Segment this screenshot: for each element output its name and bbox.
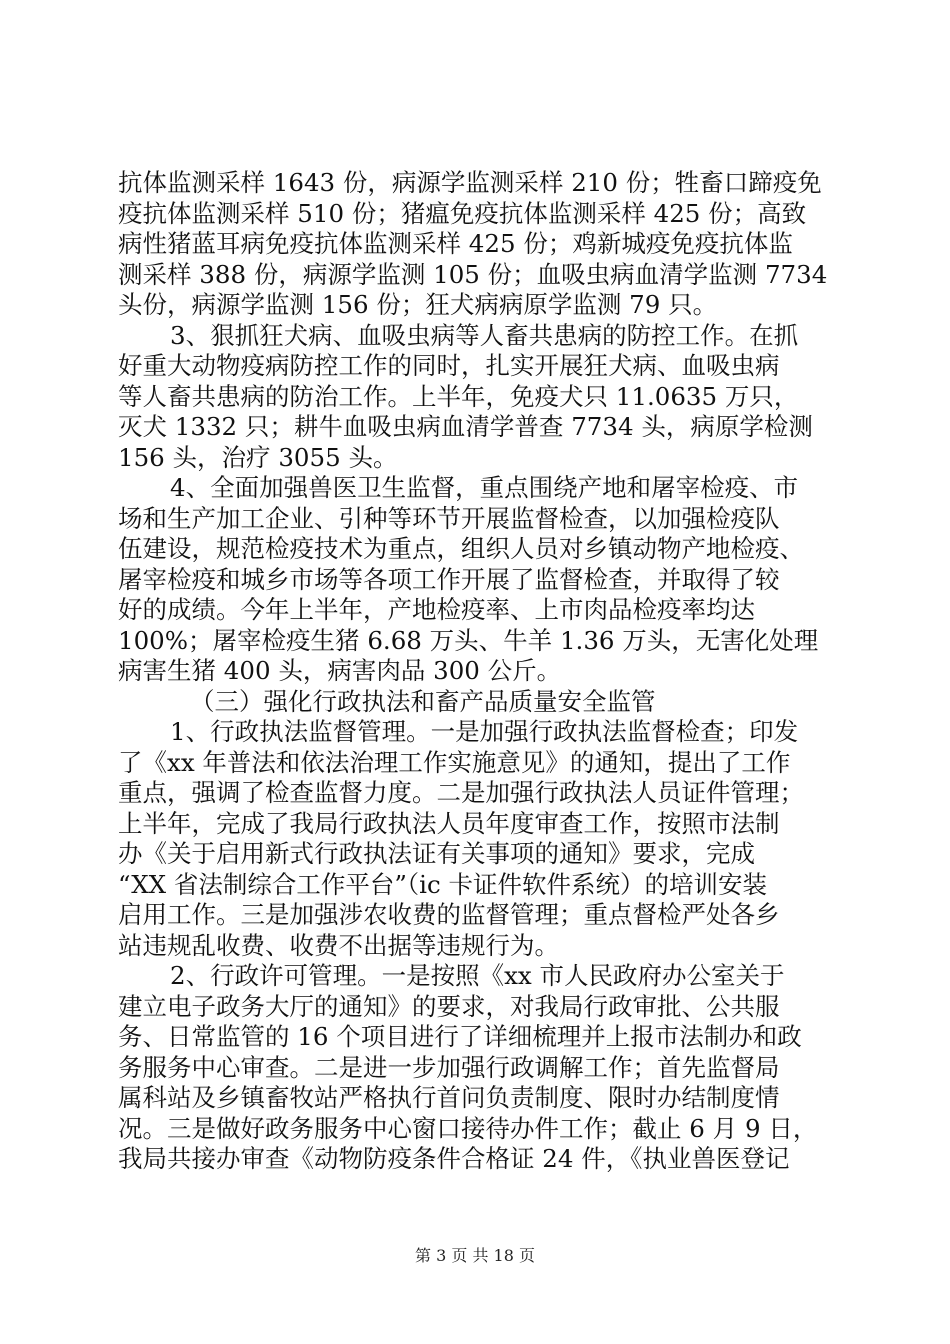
text-line: 头份，病源学监测 156 份；狂犬病病原学监测 79 只。 <box>118 290 718 319</box>
text-line: 属科站及乡镇畜牧站严格执行首问负责制度、限时办结制度情 <box>118 1083 780 1112</box>
text-line: 况。三是做好政务服务中心窗口接待办件工作；截止 6 月 9 日， <box>118 1113 818 1143</box>
paragraph-start-line: 4、全面加强兽医卫生监督，重点围绕产地和屠宰检疫、市 <box>170 473 799 502</box>
text-line: 好重大动物疫病防控工作的同时，扎实开展狂犬病、血吸虫病 <box>118 351 780 380</box>
text-line: 100%；屠宰检疫生猪 6.68 万头、牛羊 1.36 万头，无害化处理 <box>118 625 819 655</box>
text-line: 办《关于启用新式行政执法证有关事项的通知》要求，完成 <box>118 839 755 868</box>
paragraph-start-line: 3、狠抓狂犬病、血吸虫病等人畜共患病的防控工作。在抓 <box>170 320 799 350</box>
text-line: 场和生产加工企业、引种等环节开展监督检查，以加强检疫队 <box>118 503 780 533</box>
text-line: 站违规乱收费、收费不出据等违规行为。 <box>118 930 559 960</box>
text-line: 伍建设，规范检疫技术为重点，组织人员对乡镇动物产地检疫、 <box>118 534 804 563</box>
section-heading: （三）强化行政执法和畜产品质量安全监管 <box>190 686 656 716</box>
text-line: 启用工作。三是加强涉农收费的监督管理；重点督检严处各乡 <box>118 900 780 929</box>
text-line: 等人畜共患病的防治工作。上半年，免疫犬只 11.0635 万只， <box>118 381 799 411</box>
text-line: 我局共接办审查《动物防疫条件合格证 24 件，《执业兽医登记 <box>118 1144 790 1173</box>
text-line: 重点，强调了检查监督力度。二是加强行政执法人员证件管理； <box>118 778 804 807</box>
text-line: 了《xx 年普法和依法治理工作实施意见》的通知，提出了工作 <box>118 747 791 777</box>
text-line: 屠宰检疫和城乡市场等各项工作开展了监督检查，并取得了较 <box>118 564 780 594</box>
paragraph-start-line: 2、行政许可管理。一是按照《xx 市人民政府办公室关于 <box>170 961 785 990</box>
text-line: 务服务中心审查。二是进一步加强行政调解工作；首先监督局 <box>118 1052 780 1082</box>
text-line: 抗体监测采样 1643 份，病源学监测采样 210 份；牲畜口蹄疫免 <box>118 168 822 197</box>
text-line: 灭犬 1332 只；耕牛血吸虫病血清学普查 7734 头，病原学检测 <box>118 412 813 441</box>
text-line: 156 头，治疗 3055 头。 <box>118 442 398 472</box>
text-line: 病害生猪 400 头，病害肉品 300 公斤。 <box>118 656 562 685</box>
text-line: 务、日常监管的 16 个项目进行了详细梳理并上报市法制办和政 <box>118 1022 802 1051</box>
text-line: 疫抗体监测采样 510 份；猪瘟免疫抗体监测采样 425 份；高致 <box>118 198 807 228</box>
text-line: 上半年，完成了我局行政执法人员年度审查工作，按照市法制 <box>118 808 780 838</box>
page-number-footer: 第 3 页 共 18 页 <box>415 1246 535 1265</box>
text-line: “XX 省法制综合工作平台”（ic 卡证件软件系统）的培训安装 <box>118 869 767 899</box>
text-line: 好的成绩。今年上半年，产地检疫率、上市肉品检疫率均达 <box>118 595 755 624</box>
text-line: 建立电子政务大厅的通知》的要求，对我局行政审批、公共服 <box>118 991 780 1021</box>
document-body <box>118 168 838 1175</box>
paragraph-start-line: 1、行政执法监督管理。一是加强行政执法监督检查；印发 <box>170 717 799 746</box>
text-line: 测采样 388 份，病源学监测 105 份；血吸虫病血清学监测 7734 <box>118 259 828 289</box>
text-line: 病性猪蓝耳病免疫抗体监测采样 425 份；鸡新城疫免疫抗体监 <box>118 229 793 258</box>
